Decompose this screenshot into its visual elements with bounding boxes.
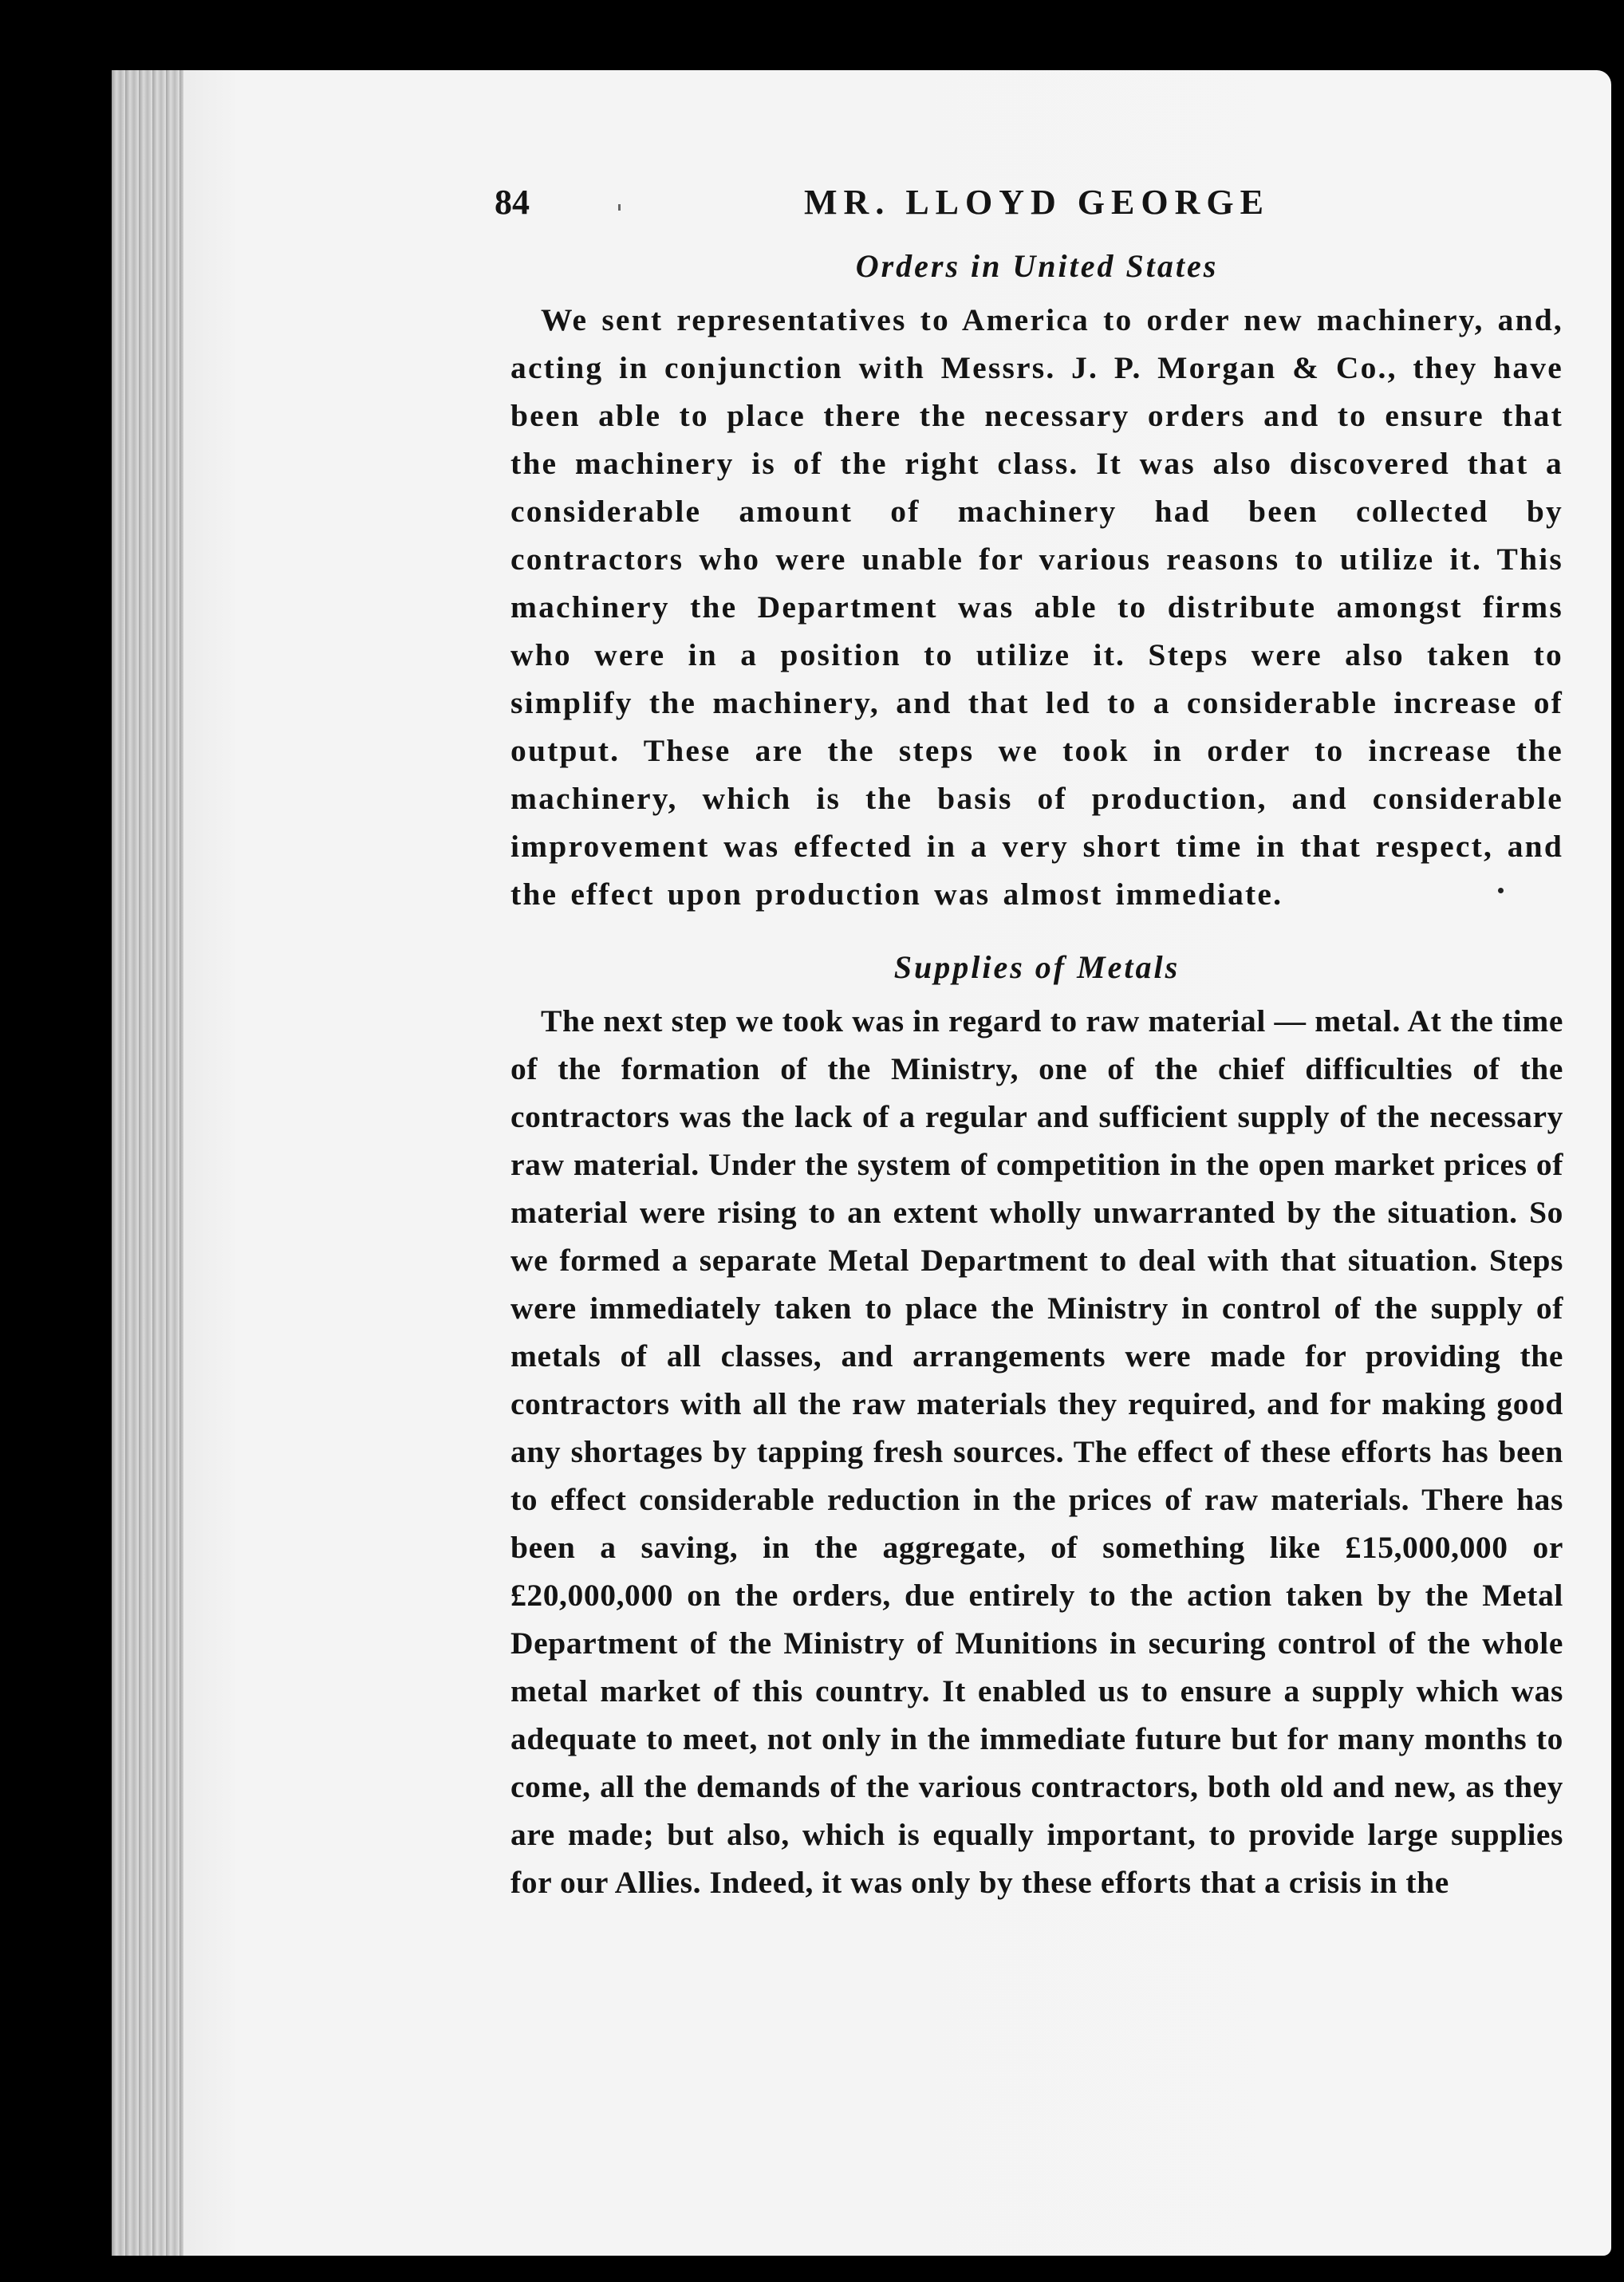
running-title: MR. LLOYD GEORGE — [804, 183, 1270, 222]
section-paragraph-orders: We sent representatives to America to order new machinery, and, acting in conjunction with Messrs. J. P. Morgan & Co., they have been able to place there the necessary orders and to ensure that the machinery is of the right class. It was also discovered that a considerable amount of machinery had been collected by contractors who were unable for various reasons to utilize it. This machinery the Department was able to distribute amongst firms who were in a position to utilize it. Steps were also taken to simplify the machinery, and that led to a considerable increase of output. These are the steps we took in order to increase the machinery, which is the basis of production, and considerable improvement was effected in a very short time in that respect, and the effect upon production was almost immediate. — [510, 302, 1563, 912]
section-paragraph-metals: The next step we took was in regard to raw material — metal. At the time of the formation of the Ministry, one of the chief difficulties of the contractors was the lack of a regular and sufficient supply of the necessary raw material. Under the system of competition in the open market prices of material were rising to an extent wholly unwarranted by the situation. So we formed a separate Metal Department to deal with that situation. Steps were immediately taken to place the Ministry in control of the supply of metals of all classes, and arrangements were made for providing the contractors with all the raw materials they required, and for making good any shortages by tapping fresh sources. The effect of these efforts has been to effect considerable reduction in the prices of raw materials. There has been a saving, in the aggregate, of something like £15,000,000 or £20,000,000 on the orders, due entirely to the action taken by the Metal Department of the Ministry of Munitions in securing control of the whole metal market of this country. It enabled us to ensure a supply which was adequate to meet, not only in the immediate future but for many months to come, all the demands of the various contractors, both old and new, as they are made; but also, which is equally important, to provide large supplies for our Allies. Indeed, it was only by these efforts that a crisis in the — [510, 1003, 1563, 1900]
section-heading-metals: Supplies of Metals — [893, 949, 1181, 985]
page-binding-edge — [112, 70, 183, 2256]
section-heading-orders: Orders in United States — [855, 248, 1219, 284]
page-number: 84 — [495, 183, 530, 222]
section-orders — [510, 247, 1563, 918]
page-header — [495, 182, 1563, 238]
section-metals — [510, 948, 1563, 1906]
page-content — [495, 182, 1563, 1906]
